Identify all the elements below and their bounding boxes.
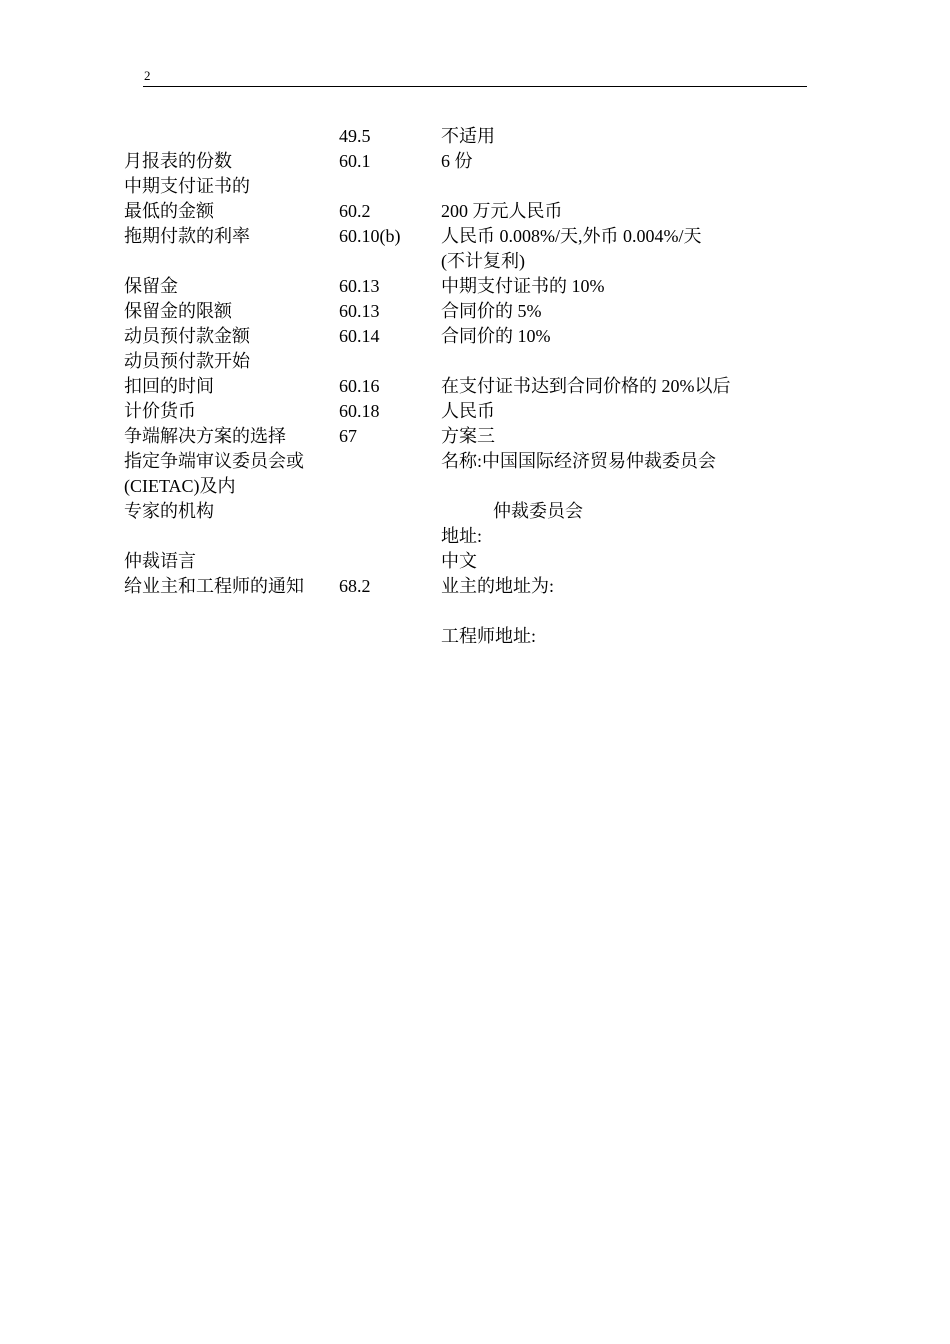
table-row: [0, 149, 950, 174]
clause-number: 67: [339, 426, 357, 446]
item-value: 合同价的 10%: [441, 326, 551, 346]
clause-number: 60.10(b): [339, 226, 401, 246]
clause-number: 60.1: [339, 151, 371, 171]
page-header: [143, 66, 807, 87]
clause-number: 60.13: [339, 301, 380, 321]
table-row: [0, 599, 950, 624]
item-value: 人民币 0.008%/天,外币 0.004%/天: [441, 226, 702, 246]
page-number: 2: [144, 68, 151, 83]
item-label: 给业主和工程师的通知: [124, 576, 304, 596]
item-label: 动员预付款开始: [124, 351, 250, 371]
table-row: [0, 624, 950, 649]
table-row: [0, 349, 950, 374]
table-row: [0, 199, 950, 224]
item-label: 争端解决方案的选择: [124, 426, 286, 446]
table-row: [0, 374, 950, 399]
table-row: [0, 249, 950, 274]
item-value: 名称:中国国际经济贸易仲裁委员会: [441, 451, 716, 471]
item-label: (CIETAC)及内: [124, 476, 236, 496]
item-label: 扣回的时间: [124, 376, 214, 396]
item-label: 保留金: [124, 276, 178, 296]
item-value: 工程师地址:: [441, 626, 537, 646]
item-label: 动员预付款金额: [124, 326, 250, 346]
item-label: 保留金的限额: [124, 301, 232, 321]
item-value: 人民币: [441, 401, 495, 421]
table-row: [0, 299, 950, 324]
item-label: 最低的金额: [124, 201, 214, 221]
clause-number: 60.14: [339, 326, 380, 346]
table-row: [0, 474, 950, 499]
item-value: 业主的地址为:: [441, 576, 555, 596]
item-value: 在支付证书达到合同价格的 20%以后: [441, 376, 731, 396]
table-row: [0, 424, 950, 449]
table-row: [0, 224, 950, 249]
item-label: 中期支付证书的: [124, 176, 250, 196]
table-row: [0, 124, 950, 149]
item-value: 方案三: [441, 426, 495, 446]
item-value: 合同价的 5%: [441, 301, 542, 321]
item-value: 中期支付证书的 10%: [441, 276, 605, 296]
table-row: [0, 499, 950, 524]
clause-number: 60.18: [339, 401, 380, 421]
item-value: 不适用: [441, 126, 495, 146]
table-row: [0, 524, 950, 549]
item-label: 拖期付款的利率: [124, 226, 250, 246]
table-row: [0, 449, 950, 474]
item-label: 计价货币: [124, 401, 196, 421]
item-value: 中文: [441, 551, 477, 571]
table-row: [0, 324, 950, 349]
table-row: [0, 274, 950, 299]
table-row: [0, 174, 950, 199]
item-label: 仲裁语言: [124, 551, 196, 571]
item-value: 6 份: [441, 151, 473, 171]
item-value: (不计复利): [441, 251, 525, 271]
clause-number: 60.2: [339, 201, 371, 221]
item-value: 200 万元人民币: [441, 201, 563, 221]
item-value: 地址:: [441, 526, 483, 546]
item-value: 仲裁委员会: [493, 501, 583, 521]
table-row: [0, 574, 950, 599]
clause-number: 49.5: [339, 126, 371, 146]
item-label: 指定争端审议委员会或: [124, 451, 304, 471]
clause-number: 60.16: [339, 376, 380, 396]
table-row: [0, 549, 950, 574]
item-label: 专家的机构: [124, 501, 214, 521]
table-row: [0, 399, 950, 424]
clause-number: 68.2: [339, 576, 371, 596]
item-label: 月报表的份数: [124, 151, 232, 171]
clause-number: 60.13: [339, 276, 380, 296]
